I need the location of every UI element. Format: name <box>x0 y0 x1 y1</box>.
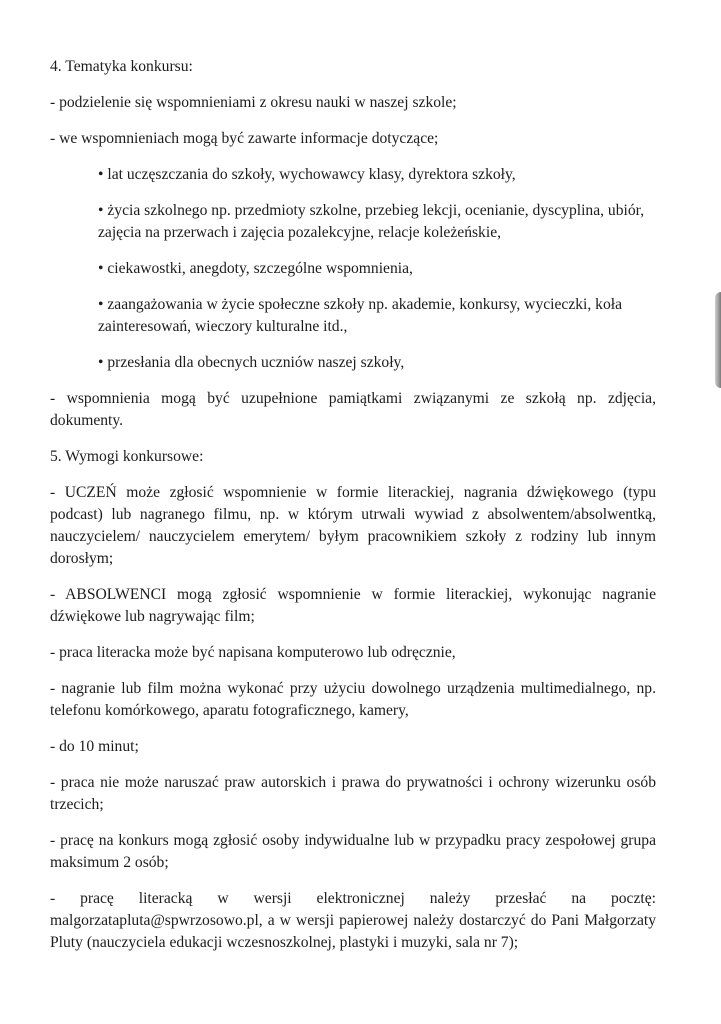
section-5-heading: 5. Wymogi konkursowe: <box>50 448 204 465</box>
requirement-item: - do 10 minut; <box>50 738 139 755</box>
document-page <box>50 56 656 968</box>
requirement-item: - pracę na konkurs mogą zgłosić osoby indywidualne lub w przypadku pracy zespołowej grupa maksimum 2 osób; <box>50 832 656 871</box>
bullet-item: • ciekawostki, anegdoty, szczególne wspomnienia, <box>98 260 413 277</box>
bullet-item: • przesłania dla obecnych uczniów naszej szkoły, <box>98 354 405 371</box>
section-4-intro-2: - we wspomnieniach mogą być zawarte informacje dotyczące; <box>50 130 439 147</box>
bullet-item: • zaangażowania w życie społeczne szkoły np. akademie, konkursy, wycieczki, koła zainteresowań, wieczory kulturalne itd., <box>98 296 623 335</box>
requirement-item: - pracę literacką w wersji elektronicznej należy przesłać na pocztę: malgorzatapluta@spwrzosowo.pl, a w wersji papierowej należy dostarczyć do Pani Małgorzaty Pluty (nauczyciela edukacji wczesnoszkolnej, plastyki i muzyki, sala nr 7); <box>50 890 656 951</box>
bullet-item: • życia szkolnego np. przedmioty szkolne, przebieg lekcji, ocenianie, dyscyplina, ubiór, zajęcia na przerwach i zajęcia pozalekcyjne, relacje koleżeńskie, <box>98 202 645 241</box>
requirement-item: - praca nie może naruszać praw autorskich i prawa do prywatności i ochrony wizerunku osób trzecich; <box>50 774 656 813</box>
requirement-item: - nagranie lub film można wykonać przy użyciu dowolnego urządzenia multimedialnego, np. telefonu komórkowego, aparatu fotograficznego, kamery, <box>50 680 656 719</box>
requirement-item: - UCZEŃ może zgłosić wspomnienie w formie literackiej, nagrania dźwiękowego (typu podcast) lub nagranego filmu, np. w którym utrwali wywiad z absolwentem/absolwentką, nauczycielem/ nauczycielem emerytem/ byłym pracownikiem szkoły z rodziny lub innym dorosłym; <box>50 484 656 567</box>
section-4-intro-1: - podzielenie się wspomnieniami z okresu nauki w naszej szkole; <box>50 94 457 111</box>
requirement-item: - ABSOLWENCI mogą zgłosić wspomnienie w formie literackiej, wykonując nagranie dźwiękowe lub nagrywając film; <box>50 586 656 625</box>
section-4-heading: 4. Tematyka konkursu: <box>50 58 193 75</box>
requirement-item: - praca literacka może być napisana komputerowo lub odręcznie, <box>50 644 456 661</box>
section-4-closing: - wspomnienia mogą być uzupełnione pamiątkami związanymi ze szkołą np. zdjęcia, dokumenty. <box>50 390 656 429</box>
bullet-item: • lat uczęszczania do szkoły, wychowawcy klasy, dyrektora szkoły, <box>98 166 516 183</box>
scroll-edge-indicator <box>715 292 721 388</box>
